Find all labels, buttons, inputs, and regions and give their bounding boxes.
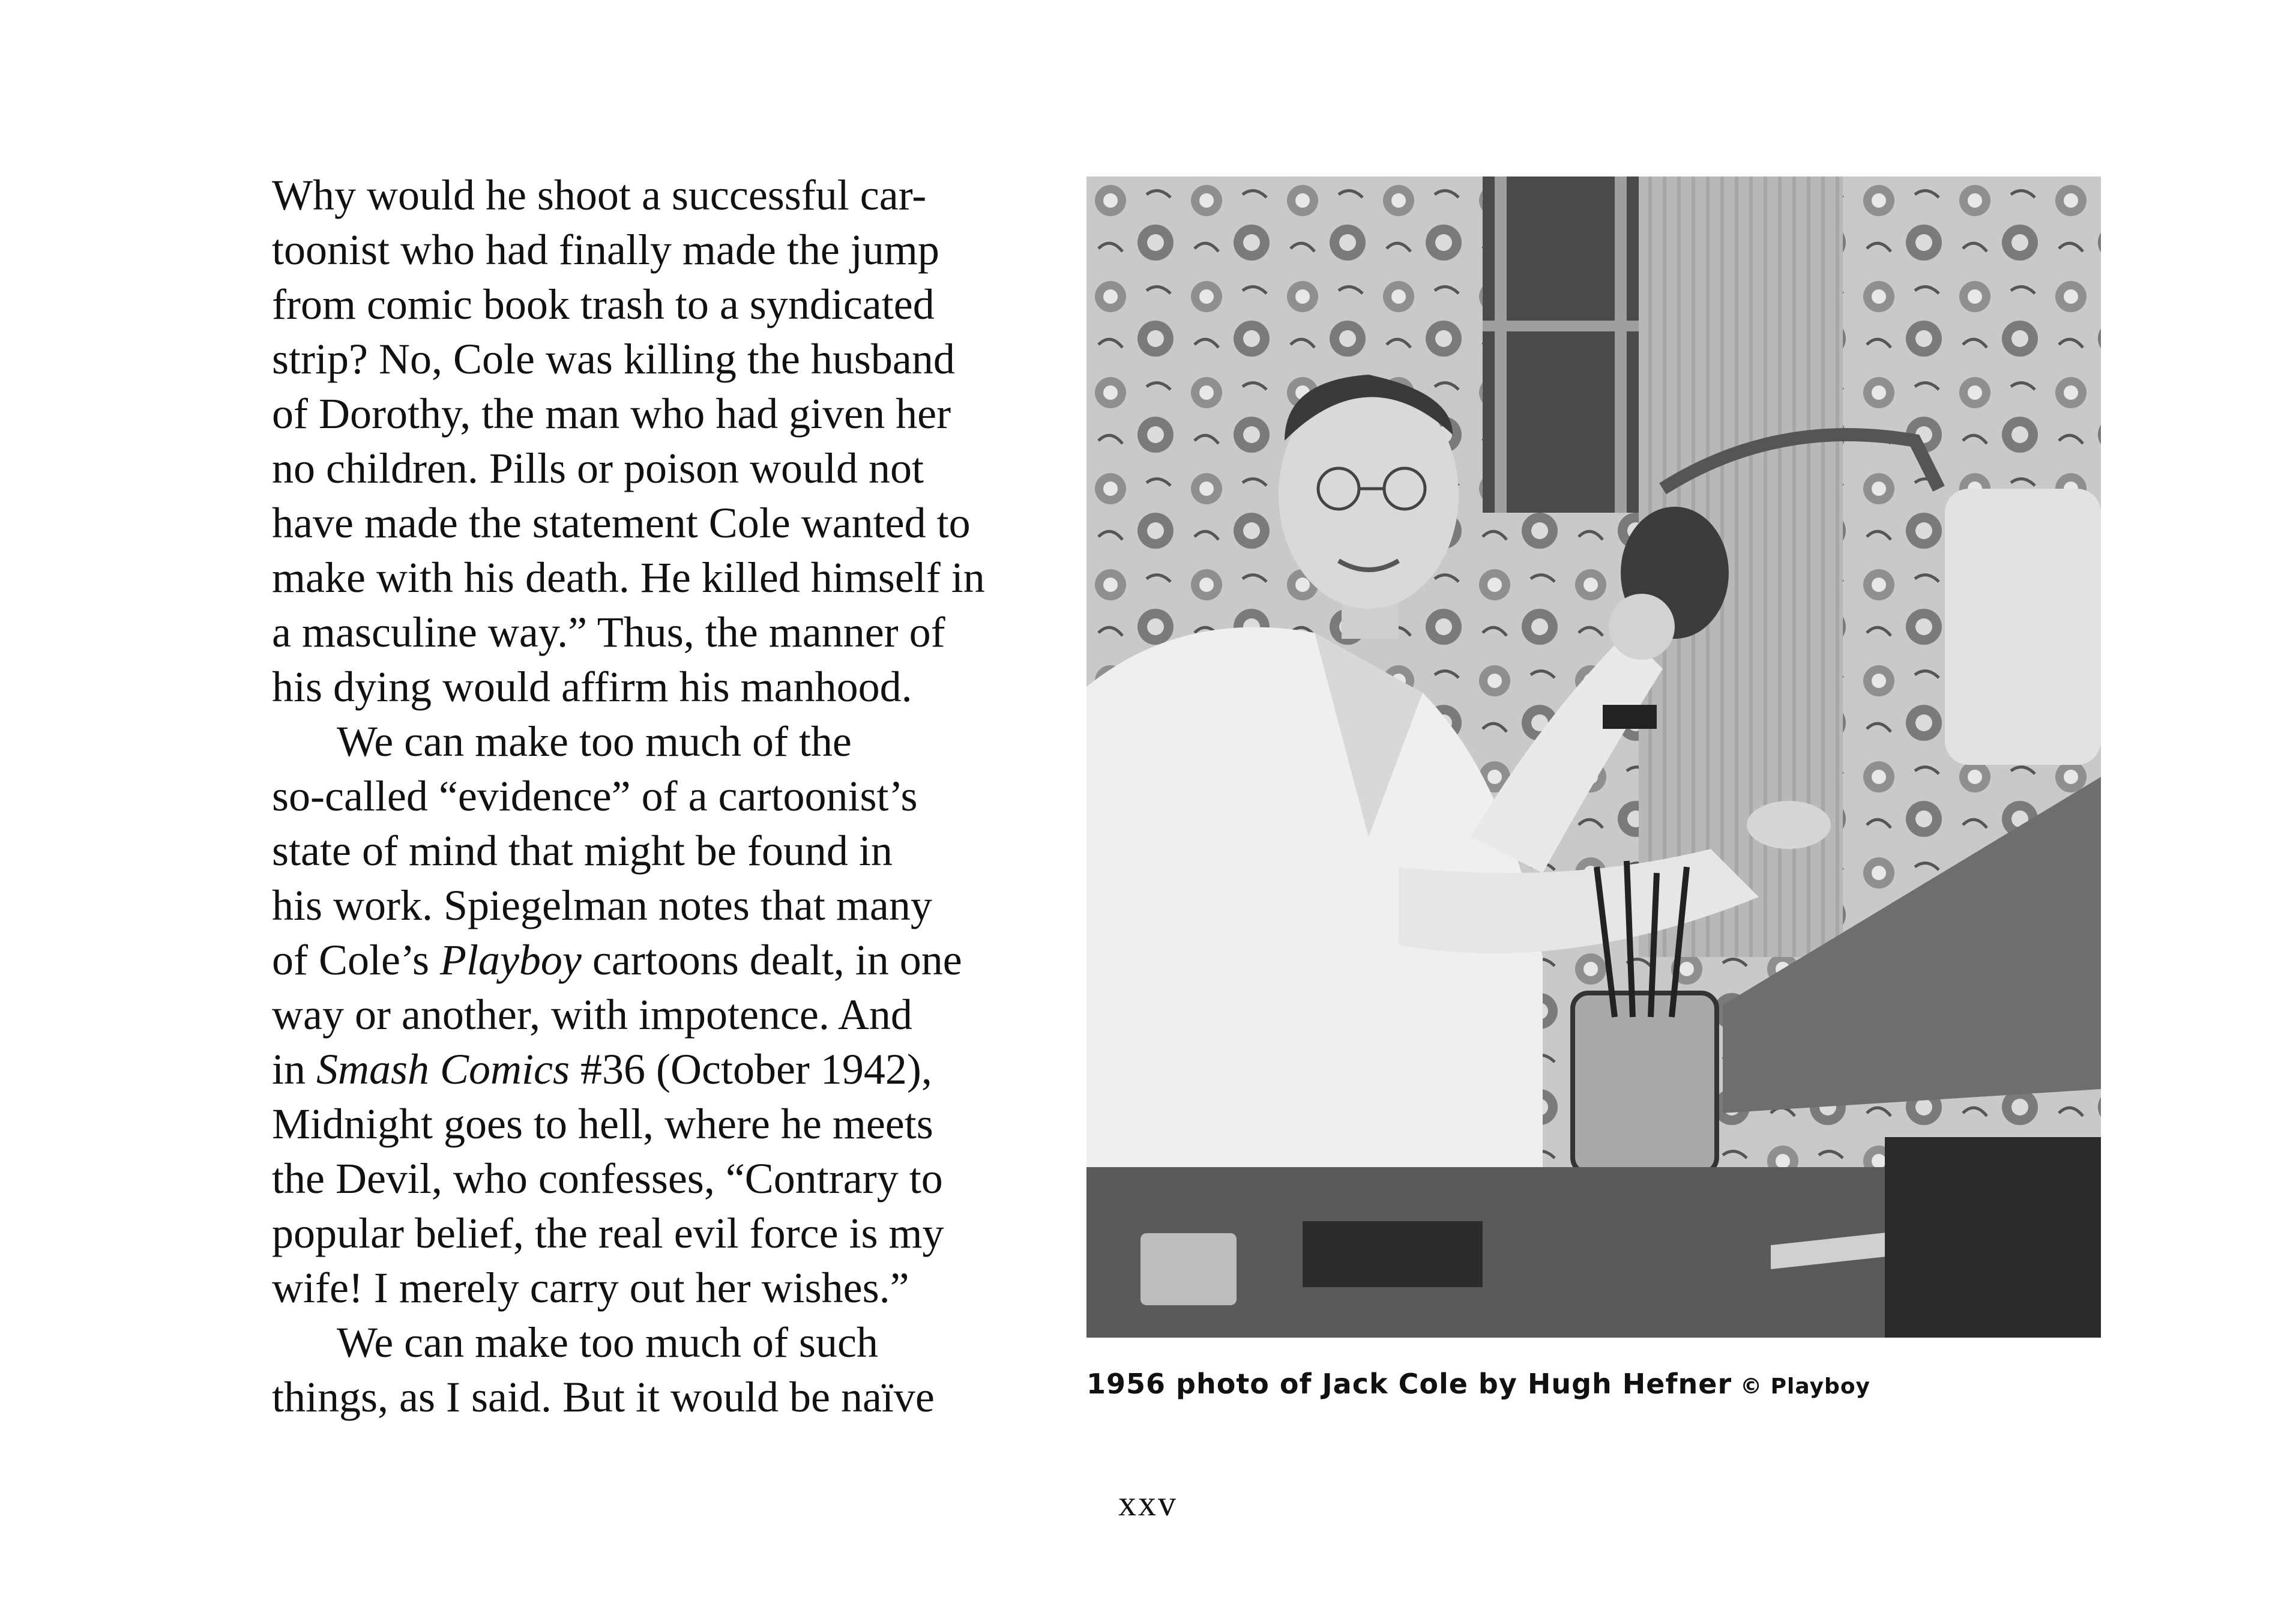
text-line: the Devil, who confesses, “Contrary to xyxy=(272,1155,943,1203)
text-line-with-italic xyxy=(272,933,1058,988)
text-line: Midnight goes to hell, where he meets xyxy=(272,1100,933,1148)
text-line: make with his death. He killed himself in xyxy=(272,554,985,602)
text-line: state of mind that might be found in xyxy=(272,827,893,875)
text-line: his dying would affirm his manhood. xyxy=(272,663,912,711)
text-line: things, as I said. But it would be naïve xyxy=(272,1373,935,1421)
paragraph-start-line: We can make too much of such xyxy=(337,1318,878,1366)
italic-title-smash-comics: Smash Comics xyxy=(316,1045,570,1093)
text-line: a masculine way.” Thus, the manner of xyxy=(272,608,945,656)
body-text-column xyxy=(272,168,1058,1425)
photo-caption xyxy=(1086,1368,1870,1400)
text-line: his work. Spiegelman notes that many xyxy=(272,881,932,929)
text-line: so-called “evidence” of a cartoonist’s xyxy=(272,772,918,820)
text-line: have made the statement Cole wanted to xyxy=(272,499,971,547)
photo-credit: © Playboy xyxy=(1740,1374,1871,1399)
text-line: from comic book trash to a syndicated xyxy=(272,280,935,328)
text-line-with-italic xyxy=(272,1042,1058,1097)
text-segment: #36 (October 1942), xyxy=(570,1045,932,1093)
photo-illustration xyxy=(1086,177,2101,1338)
caption-text: 1956 photo of Jack Cole by Hugh Hefner xyxy=(1086,1368,1732,1400)
text-line: Why would he shoot a successful car- xyxy=(272,171,927,219)
text-line: wife! I merely carry out her wishes.” xyxy=(272,1264,909,1312)
text-line: strip? No, Cole was killing the husband xyxy=(272,335,955,383)
paragraph-start-line: We can make too much of the xyxy=(337,717,852,765)
text-segment: in xyxy=(272,1045,317,1093)
page-number: xxv xyxy=(1118,1484,1178,1523)
text-segment: cartoons dealt, in one xyxy=(581,936,962,984)
text-line: of Dorothy, the man who had given her xyxy=(272,390,951,438)
jack-cole-photo xyxy=(1086,177,2101,1338)
text-line: toonist who had finally made the jump xyxy=(272,226,939,274)
italic-title-playboy: Playboy xyxy=(439,936,582,984)
text-segment: of Cole’s xyxy=(272,936,440,984)
text-line: popular belief, the real evil force is my xyxy=(272,1209,944,1257)
text-line: way or another, with impotence. And xyxy=(272,991,912,1039)
text-line: no children. Pills or poison would not xyxy=(272,444,924,492)
